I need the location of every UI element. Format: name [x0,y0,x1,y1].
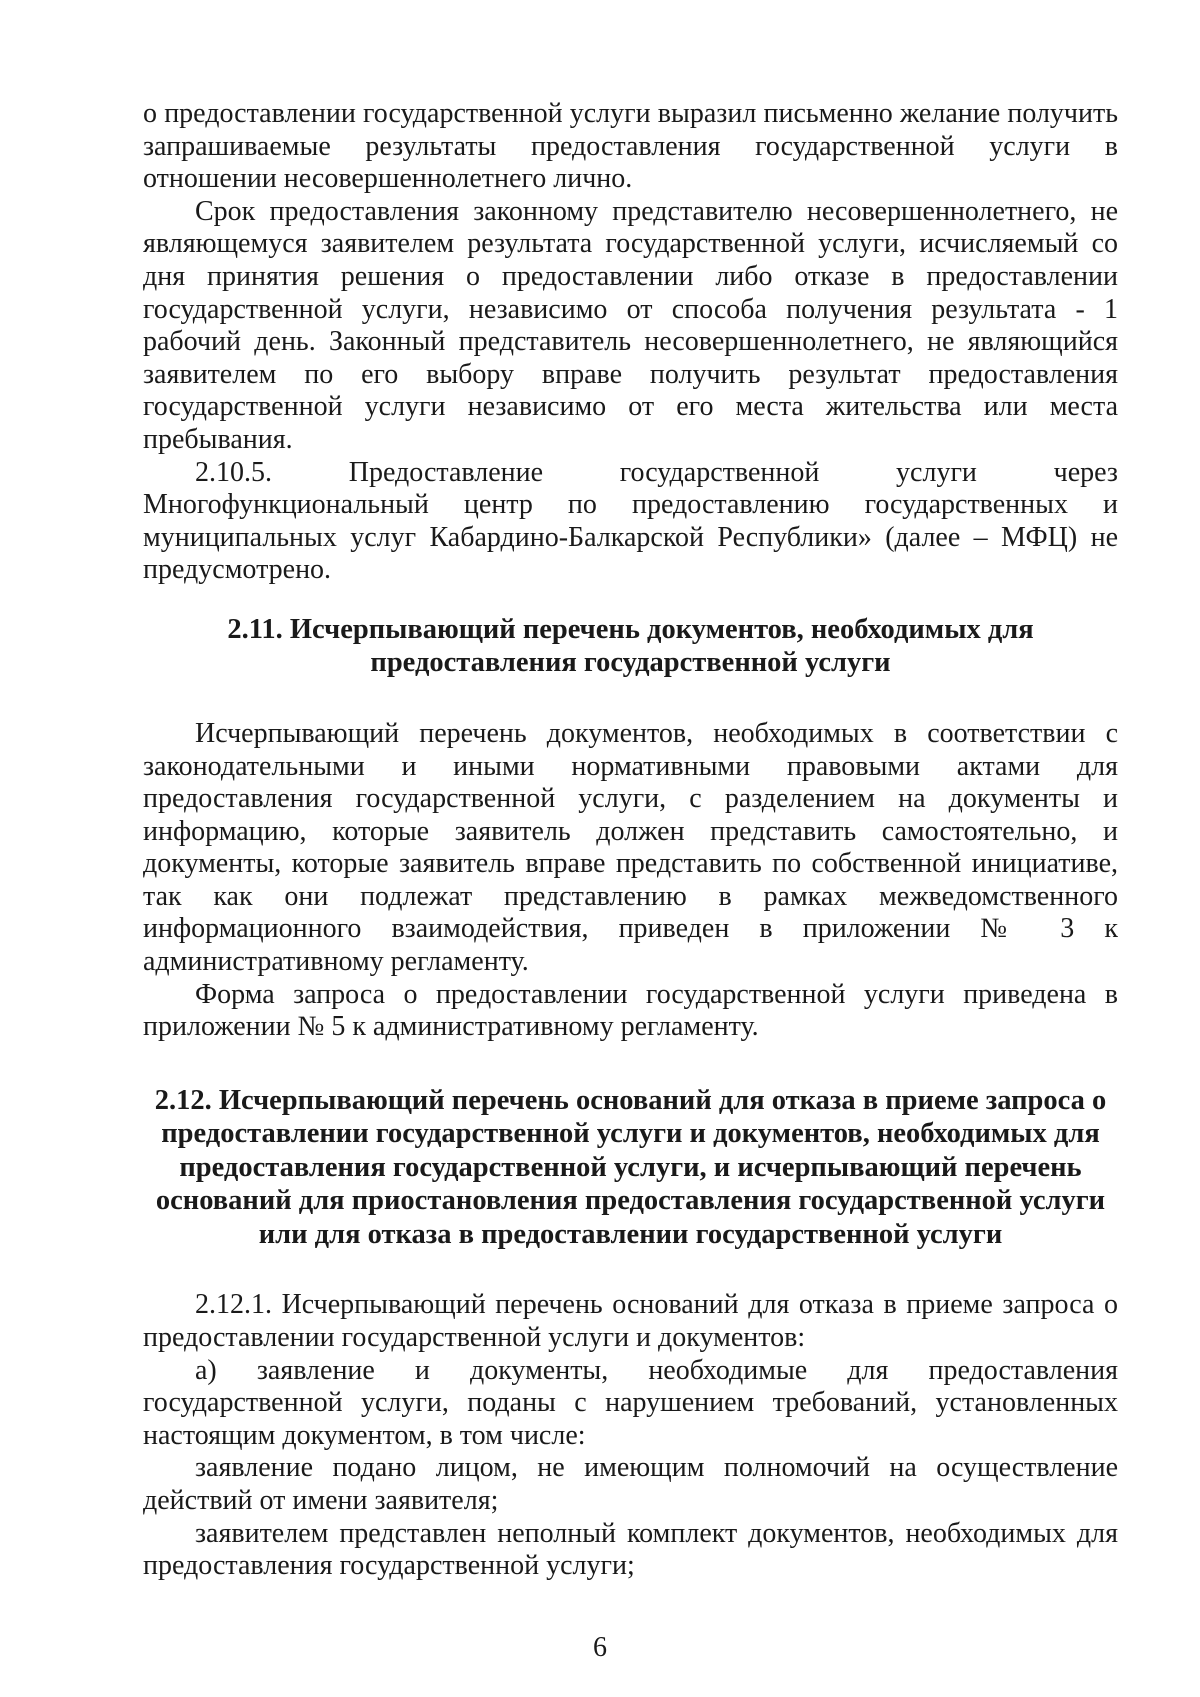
section-2-12-heading: 2.12. Исчерпывающий перечень оснований для отказа в приеме запроса о предоставлении государственной услуги и документов, необходимых для предоставления государственной услуги, и исчерпывающий перечень оснований для приостановления предоставления государственной услуги или для отказа в предоставлении государственной услуги [154,1084,1107,1250]
intro-paragraph: о предоставлении государственной услуги выразил письменно желание получить запрашиваемые результаты предоставления государственной услуги в отношении несовершеннолетнего лично. [143,98,1118,195]
section-2-12-item-a-1: заявление подано лицом, не имеющим полномочий на осуществление действий от имени заявителя; [143,1452,1118,1516]
spacer [143,587,1118,613]
section-2-11-paragraph-2: Форма запроса о предоставлении государственной услуги приведена в приложении № 5 к административному регламенту. [143,978,1118,1043]
term-paragraph: Срок предоставления законному представителю несовершеннолетнего, не являющемуся заявителем результата государственной услуги, исчисляемый со дня принятия решения о предоставлении либо отказе в предоставлении государственной услуги, независимо от способа получения результата - 1 рабочий день. Законный представитель несовершеннолетнего, не являющийся заявителем по его выбору вправе получить результат предоставления государственной услуги независимо от его места жительства или места пребывания. [143,195,1118,455]
page-number: 6 [593,1632,607,1663]
spacer [143,680,1118,718]
document-body [143,98,1118,1583]
section-2-11-heading: 2.11. Исчерпывающий перечень документов, необходимых для предоставления государственной услуги [227,613,1034,679]
spacer [143,1044,1118,1084]
section-2-12-item-a-2: заявителем представлен неполный комплект документов, необходимых для предоставления государственной услуги; [143,1517,1118,1582]
mfc-paragraph: 2.10.5. Предоставление государственной услуги через Многофункциональный центр по предоставлению государственных и муниципальных услуг Кабардино-Балкарской Республики» (далее – МФЦ) не предусмотрено. [143,456,1118,586]
section-2-12-item-a: а) заявление и документы, необходимые для предоставления государственной услуги, поданы с нарушением требований, установленных настоящим документом, в том числе: [143,1354,1118,1451]
spacer [143,1251,1118,1289]
section-2-12-paragraph-1: 2.12.1. Исчерпывающий перечень оснований для отказа в приеме запроса о предоставлении государственной услуги и документов: [143,1289,1118,1353]
section-2-11-paragraph-1: Исчерпывающий перечень документов, необходимых в соответствии с законодательными и иными нормативными правовыми актами для предоставления государственной услуги, с разделением на документы и информацию, которые заявитель должен представить самостоятельно, и документы, которые заявитель вправе представить по собственной инициативе, так как они подлежат представлению в рамках межведомственного информационного взаимодействия, приведен в приложении № 3 к административному регламенту. [143,717,1118,978]
